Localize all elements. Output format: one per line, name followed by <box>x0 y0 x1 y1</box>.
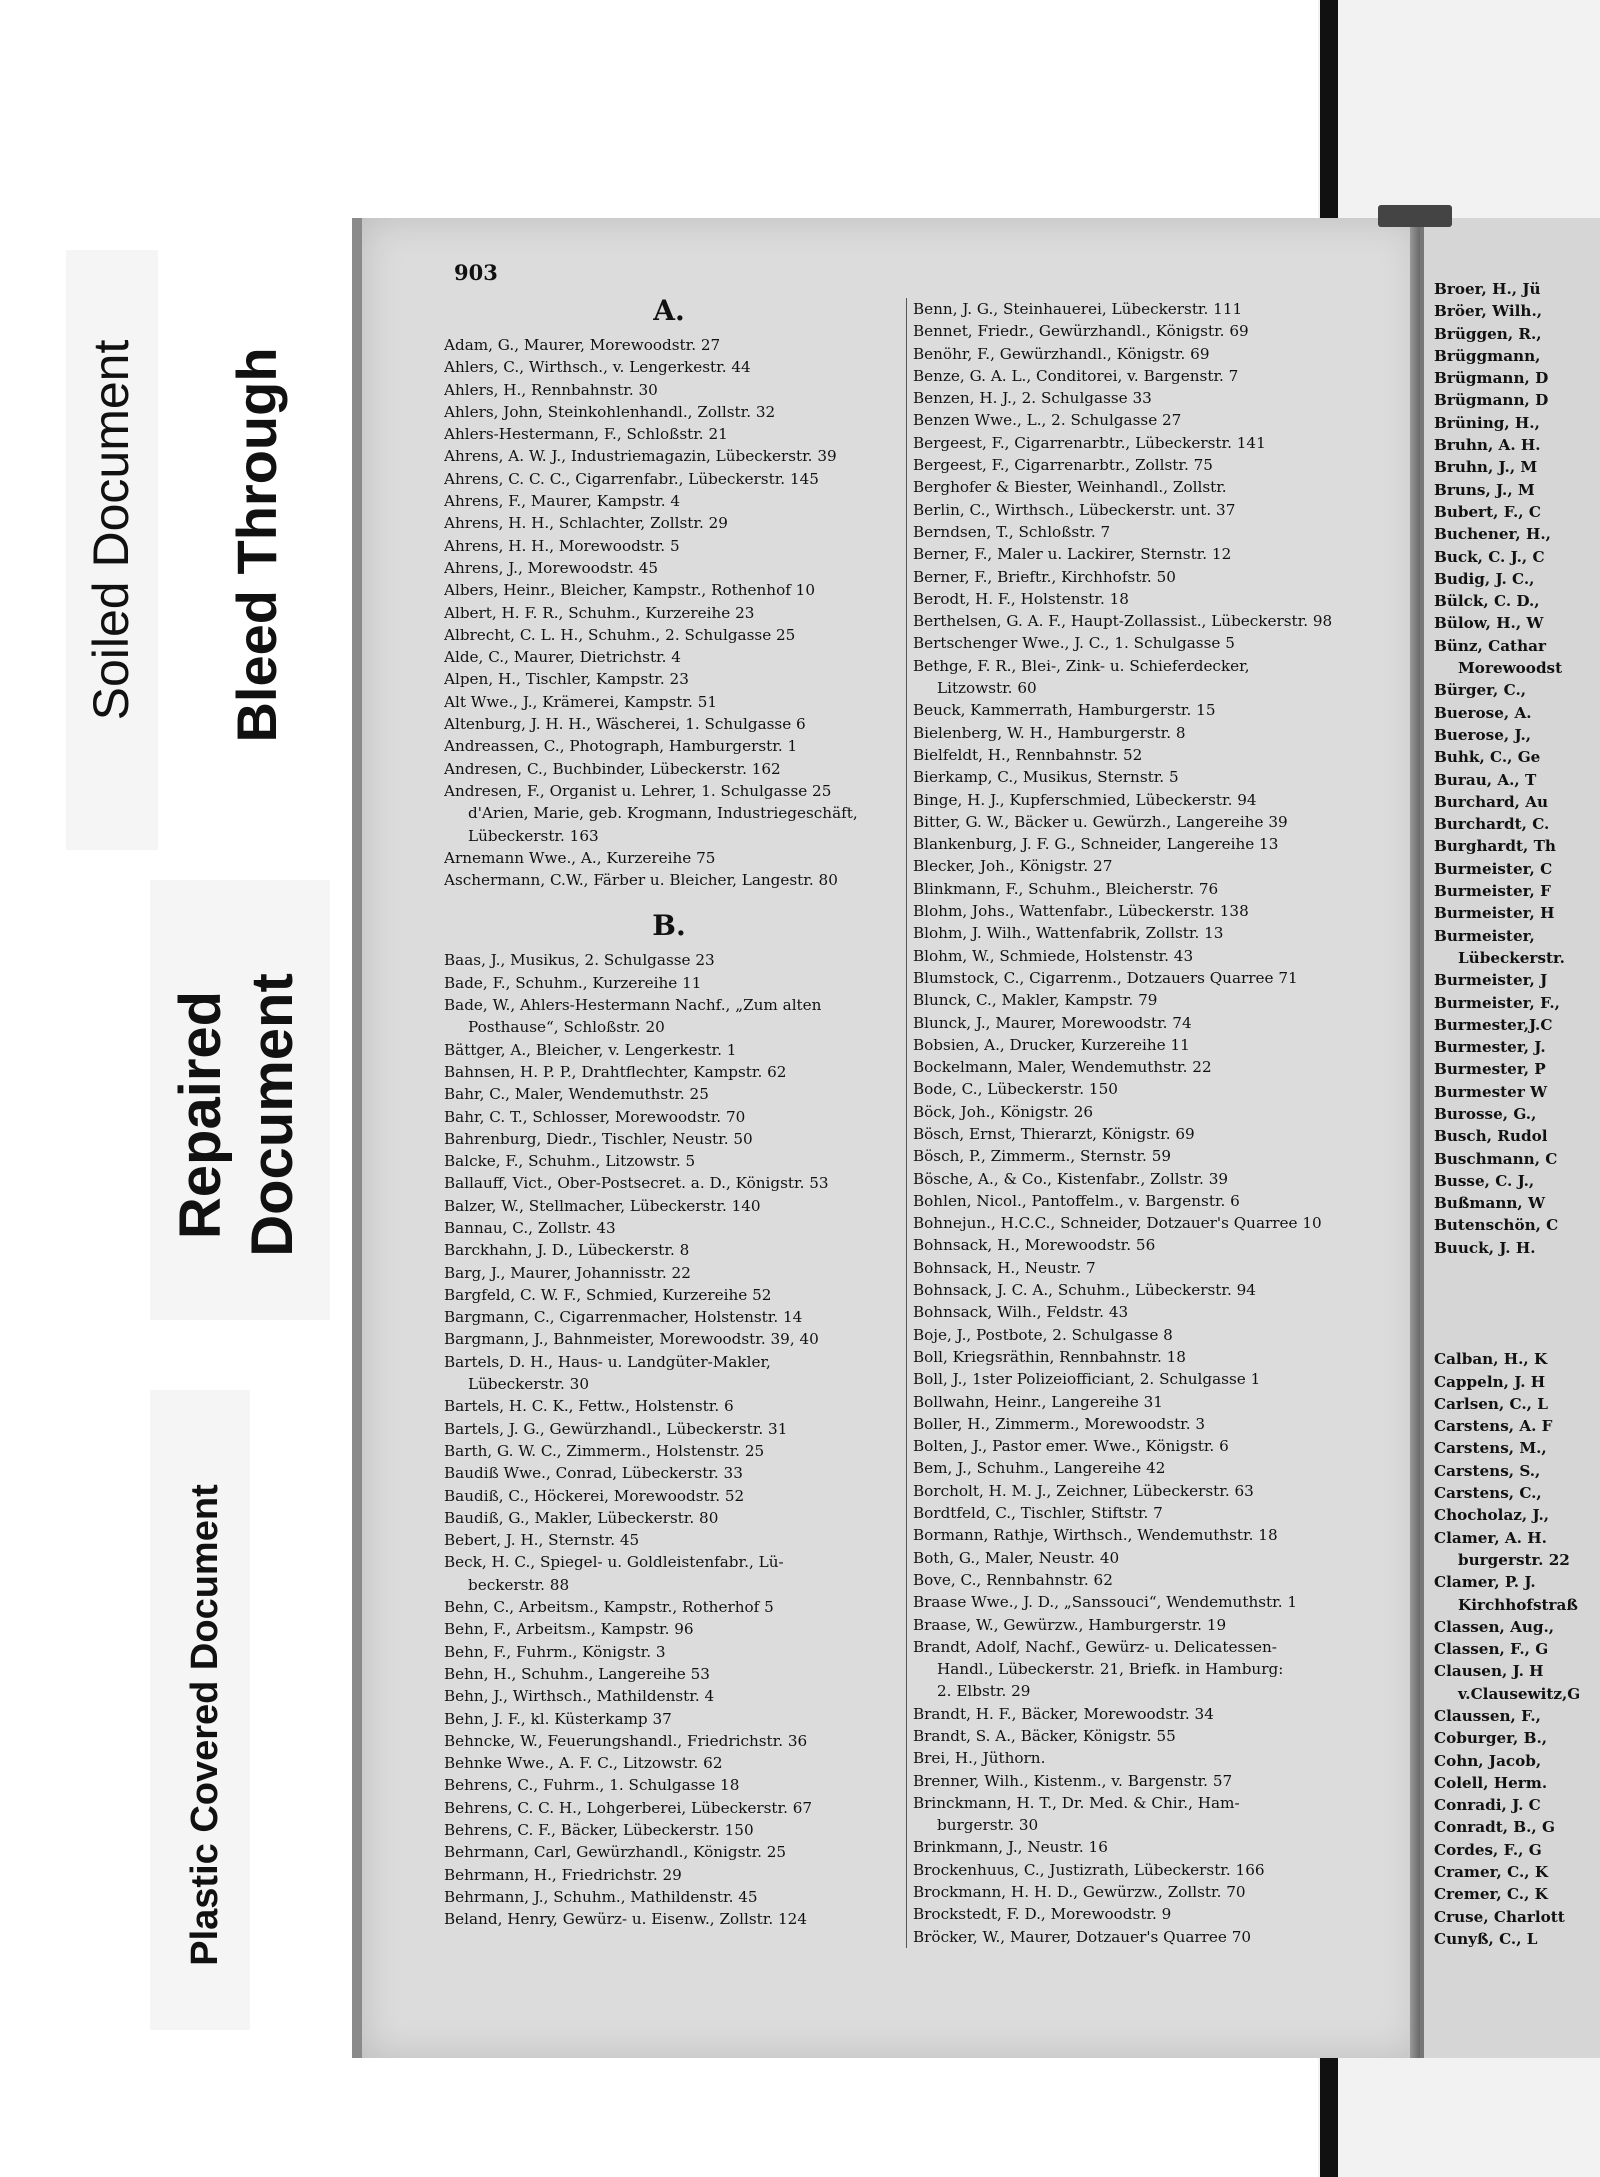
directory-entry: Benn, J. G., Steinhauerei, Lübeckerstr. 111 <box>913 300 1243 318</box>
directory-entry: Burghardt, Th <box>1434 837 1556 856</box>
directory-entry: Broer, H., Jü <box>1434 280 1541 298</box>
directory-entry: Burmeister, F., <box>1434 993 1560 1012</box>
directory-entry: Burmeister, <box>1434 926 1535 945</box>
directory-entry: Bartels, H. C. K., Fettw., Holstenstr. 6 <box>444 1397 734 1416</box>
directory-entry: Classen, Aug., <box>1434 1617 1555 1636</box>
column-right <box>1434 278 1600 1950</box>
section-heading-b: B. <box>652 909 686 943</box>
directory-entry: Bargmann, C., Cigarrenmacher, Holstenstr. 14 <box>444 1308 803 1327</box>
column-left <box>444 288 894 1930</box>
directory-entry: Bruhn, J., M <box>1434 458 1538 477</box>
directory-entry: Conradt, B., G <box>1434 1818 1555 1837</box>
directory-entry: Bösch, P., Zimmerm., Sternstr. 59 <box>913 1147 1172 1166</box>
directory-entry: Burmeister, F <box>1434 882 1551 901</box>
directory-entry: v.Clausewitz,G <box>1458 1684 1581 1703</box>
directory-entry: Buerose, J., <box>1434 725 1532 744</box>
directory-entry: Ahrens, C. C. C., Cigarrenfabr., Lübeckerstr. 145 <box>444 469 819 488</box>
directory-entry: Bülow, H., W <box>1434 614 1544 633</box>
directory-entry: Conradi, J. C <box>1434 1796 1541 1815</box>
directory-entry: Bergeest, F., Cigarrenarbtr., Zollstr. 75 <box>913 456 1213 475</box>
directory-entry: Claussen, F., <box>1434 1707 1541 1725</box>
directory-entry: Alt Wwe., J., Krämerei, Kampstr. 51 <box>444 692 718 711</box>
directory-entry: Brockenhuus, C., Justizrath, Lübeckerstr. 166 <box>913 1860 1265 1879</box>
directory-entry: Aschermann, C.W., Färber u. Bleicher, Langestr. 80 <box>444 871 838 890</box>
directory-entry: Carlsen, C., L <box>1434 1394 1548 1413</box>
directory-entry: Bove, C., Rennbahnstr. 62 <box>913 1570 1113 1589</box>
directory-entry: Beland, Henry, Gewürz- u. Eisenw., Zollstr. 124 <box>444 1910 807 1929</box>
directory-entry: Burau, A., T <box>1434 770 1537 789</box>
directory-entry: Bielfeldt, H., Rennbahnstr. 52 <box>913 745 1143 764</box>
directory-entry: Bußmann, W <box>1434 1194 1546 1213</box>
directory-entry: Bethge, F. R., Blei-, Zink- u. Schieferdecker, <box>913 656 1250 675</box>
directory-entry: Brügmann, D <box>1434 391 1549 410</box>
directory-entry: Ahrens, F., Maurer, Kampstr. 4 <box>444 492 681 511</box>
directory-entry: Buchener, H., <box>1434 525 1551 544</box>
directory-entry: Ahlers, H., Rennbahnstr. 30 <box>444 380 658 399</box>
directory-entry: Ahrens, J., Morewoodstr. 45 <box>444 558 659 577</box>
page-number: 903 <box>454 260 498 285</box>
scanner-strip <box>1320 0 1338 240</box>
directory-entry: Clamer, P. J. <box>1434 1573 1536 1592</box>
directory-entry: Bülck, C. D., <box>1434 592 1540 611</box>
directory-entry: Handl., Lübeckerstr. 21, Briefk. in Hamburg: <box>937 1660 1284 1679</box>
directory-entry: Bahr, C. T., Schlosser, Morewoodstr. 70 <box>444 1107 746 1126</box>
directory-entry: Behncke, W., Feuerungshandl., Friedrichstr. 36 <box>444 1731 808 1750</box>
directory-entry: Berodt, H. F., Holstenstr. 18 <box>913 589 1129 608</box>
directory-entry: Buck, C. J., C <box>1434 547 1545 566</box>
directory-entry: Burmeister, H <box>1434 904 1555 923</box>
directory-entry <box>1434 1281 1600 1303</box>
directory-entry: Blohm, J. Wilh., Wattenfabrik, Zollstr. 13 <box>913 924 1224 943</box>
directory-entry: Bahrenburg, Diedr., Tischler, Neustr. 50 <box>444 1129 753 1148</box>
directory-entry: Carstens, S., <box>1434 1461 1541 1480</box>
directory-entry: Braase Wwe., J. D., „Sanssouci“, Wendemuthstr. 1 <box>913 1593 1298 1612</box>
directory-entry: Bohlen, Nicol., Pantoffelm., v. Bargenstr. 6 <box>913 1191 1240 1210</box>
directory-entry: Bielenberg, W. H., Hamburgerstr. 8 <box>913 723 1186 742</box>
directory-entry: Boll, J., 1ster Polizeiofficiant, 2. Schulgasse 1 <box>913 1370 1261 1389</box>
directory-entry: Bennet, Friedr., Gewürzhandl., Königstr. 69 <box>913 322 1249 341</box>
repaired-document-text: Repaired Document <box>168 973 305 1257</box>
directory-entry: Ahrens, A. W. J., Industriemagazin, Lübeckerstr. 39 <box>444 447 837 466</box>
directory-entry: Brinckmann, H. T., Dr. Med. & Chir., Ham- <box>913 1793 1240 1812</box>
directory-entry: Baudiß, G., Makler, Lübeckerstr. 80 <box>444 1508 719 1527</box>
directory-entry: Bruhn, A. H. <box>1434 436 1541 455</box>
directory-entry: Barth, G. W. C., Zimmerm., Holstenstr. 25 <box>444 1441 765 1460</box>
directory-entry: Behn, J. F., kl. Küsterkamp 37 <box>444 1709 672 1728</box>
directory-entry: Bockelmann, Maler, Wendemuthstr. 22 <box>913 1058 1212 1077</box>
directory-entry: Albers, Heinr., Bleicher, Kampstr., Rothenhof 10 <box>444 581 815 600</box>
directory-entry: Bürger, C., <box>1434 681 1527 700</box>
directory-entry: Bahr, C., Maler, Wendemuthstr. 25 <box>444 1085 709 1104</box>
directory-entry: Bubert, F., C <box>1434 502 1541 521</box>
directory-entry: Behn, F., Fuhrm., Königstr. 3 <box>444 1642 666 1661</box>
directory-entry: Burmester, J. <box>1434 1038 1546 1057</box>
directory-entry: Bade, F., Schuhm., Kurzereihe 11 <box>444 973 702 992</box>
directory-entry: Berndsen, T., Schloßstr. 7 <box>913 522 1111 541</box>
directory-entry: Behn, C., Arbeitsm., Kampstr., Rotherhof 5 <box>444 1598 774 1617</box>
directory-entry: Butenschön, C <box>1434 1216 1559 1235</box>
directory-entry: Behn, F., Arbeitsm., Kampstr. 96 <box>444 1620 694 1639</box>
directory-entry: Bösche, A., & Co., Kistenfabr., Zollstr. 39 <box>913 1169 1229 1188</box>
directory-entry: Benze, G. A. L., Conditorei, v. Bargenstr. 7 <box>913 366 1239 385</box>
directory-entry: Burmester,J.C <box>1434 1015 1553 1034</box>
directory-entry: Brockmann, H. H. D., Gewürzw., Zollstr. 70 <box>913 1883 1246 1902</box>
directory-entry: Clamer, A. H. <box>1434 1528 1547 1547</box>
directory-entry <box>1434 1326 1600 1348</box>
directory-entry: Clausen, J. H <box>1434 1662 1544 1681</box>
directory-entry: 2. Elbstr. 29 <box>937 1682 1031 1701</box>
directory-entry: Bohnsack, H., Neustr. 7 <box>913 1258 1096 1277</box>
directory-page <box>352 218 1420 2058</box>
directory-entry: Bordtfeld, C., Tischler, Stiftstr. 7 <box>913 1504 1163 1523</box>
directory-entry: Benzen, H. J., 2. Schulgasse 33 <box>913 389 1152 408</box>
directory-entry: Bobsien, A., Drucker, Kurzereihe 11 <box>913 1035 1190 1054</box>
directory-entry: Balcke, F., Schuhm., Litzowstr. 5 <box>444 1152 696 1171</box>
directory-entry: Behrens, C. F., Bäcker, Lübeckerstr. 150 <box>444 1821 754 1839</box>
directory-entry: Bohnsack, Wilh., Feldstr. 43 <box>913 1303 1129 1322</box>
directory-entry: Bröer, Wilh., <box>1434 302 1543 321</box>
directory-entry: Berner, F., Maler u. Lackirer, Sternstr. 12 <box>913 545 1232 564</box>
directory-entry: Cappeln, J. H <box>1434 1372 1546 1391</box>
directory-entry: Kirchhofstraß <box>1458 1595 1578 1614</box>
directory-entry: Brandt, S. A., Bäcker, Königstr. 55 <box>913 1727 1176 1745</box>
directory-entry: Altenburg, J. H. H., Wäscherei, 1. Schulgasse 6 <box>444 715 806 734</box>
directory-entry: Brüggmann, <box>1434 346 1541 365</box>
plastic-covered-label: Plastic Covered Document <box>184 1484 226 1966</box>
directory-entry: Ahlers-Hestermann, F., Schloßstr. 21 <box>444 425 728 444</box>
directory-entry: Bebert, J. H., Sternstr. 45 <box>444 1531 640 1550</box>
directory-entry: Budig, J. C., <box>1434 569 1535 588</box>
directory-entry: Balzer, W., Stellmacher, Lübeckerstr. 140 <box>444 1196 761 1215</box>
directory-entry <box>1434 1304 1600 1326</box>
directory-entry: Behrmann, J., Schuhm., Mathildenstr. 45 <box>444 1887 758 1906</box>
directory-entry: Bannau, C., Zollstr. 43 <box>444 1218 616 1237</box>
directory-entry: Bahnsen, H. P. P., Drahtflechter, Kampstr. 62 <box>444 1062 787 1081</box>
directory-entry: Bollwahn, Heinr., Langereihe 31 <box>913 1392 1163 1411</box>
directory-entry: Brandt, Adolf, Nachf., Gewürz- u. Delicatessen- <box>913 1637 1277 1656</box>
directory-entry: Bormann, Rathje, Wirthsch., Wendemuthstr. 18 <box>913 1526 1278 1545</box>
directory-entry: Posthause“, Schloßstr. 20 <box>468 1018 665 1037</box>
directory-entry: Brei, H., Jüthorn. <box>913 1749 1046 1768</box>
section-heading-a: A. <box>653 294 685 327</box>
directory-entry: Arnemann Wwe., A., Kurzereihe 75 <box>444 848 716 867</box>
directory-entry: Brinkmann, J., Neustr. 16 <box>913 1838 1108 1857</box>
directory-entry: burgerstr. 22 <box>1458 1550 1570 1569</box>
directory-entry: Bargfeld, C. W. F., Schmied, Kurzereihe 52 <box>444 1285 772 1304</box>
directory-entry: Blecker, Joh., Königstr. 27 <box>913 857 1113 876</box>
directory-entry: Buschmann, C <box>1434 1149 1558 1168</box>
directory-entry: Behrens, C., Fuhrm., 1. Schulgasse 18 <box>444 1776 740 1795</box>
directory-entry: Ahrens, H. H., Schlachter, Zollstr. 29 <box>444 514 728 533</box>
directory-entry: Lübeckerstr. <box>1458 948 1565 967</box>
directory-entry: Berghofer & Biester, Weinhandl., Zollstr. <box>913 478 1227 497</box>
directory-entry: Bösch, Ernst, Thierarzt, Königstr. 69 <box>913 1124 1195 1143</box>
directory-entry: Bertschenger Wwe., J. C., 1. Schulgasse 5 <box>913 634 1235 653</box>
directory-entry: Blinkmann, F., Schuhm., Bleicherstr. 76 <box>913 879 1219 898</box>
directory-entry: Beck, H. C., Spiegel- u. Goldleistenfabr., Lü- <box>444 1553 784 1572</box>
directory-entry: Blunck, J., Maurer, Morewoodstr. 74 <box>913 1013 1192 1032</box>
directory-entry: Beuck, Kammerrath, Hamburgerstr. 15 <box>913 701 1216 720</box>
directory-entry: Braase, W., Gewürzw., Hamburgerstr. 19 <box>913 1615 1227 1634</box>
directory-entry: Boll, Kriegsräthin, Rennbahnstr. 18 <box>913 1347 1186 1366</box>
directory-entry: Boller, H., Zimmerm., Morewoodstr. 3 <box>913 1414 1206 1433</box>
directory-entry: Burchardt, C. <box>1434 815 1550 834</box>
directory-entry: Busse, C. J., <box>1434 1171 1535 1190</box>
directory-entry: Lübeckerstr. 163 <box>468 826 599 845</box>
directory-entry: Berlin, C., Wirthsch., Lübeckerstr. unt. 37 <box>913 500 1236 519</box>
directory-entry: Cunyß, C., L <box>1434 1929 1538 1948</box>
directory-entry: d'Arien, Marie, geb. Krogmann, Industriegeschäft, <box>468 804 858 823</box>
directory-entry: beckerstr. 88 <box>468 1575 570 1594</box>
directory-entry: Bättger, A., Bleicher, v. Lengerkestr. 1 <box>444 1040 737 1059</box>
directory-entry: Ahlers, C., Wirthsch., v. Lengerkestr. 44 <box>444 358 751 377</box>
directory-entry: Burchard, Au <box>1434 792 1549 811</box>
directory-entry: Andreassen, C., Photograph, Hamburgerstr. 1 <box>444 737 798 756</box>
directory-entry: Blohm, Johs., Wattenfabr., Lübeckerstr. 138 <box>913 902 1249 921</box>
directory-entry: Ballauff, Vict., Ober-Postsecret. a. D., Königstr. 53 <box>444 1174 829 1193</box>
directory-entry: Burmeister, J <box>1434 971 1548 990</box>
directory-entry: Baudiß Wwe., Conrad, Lübeckerstr. 33 <box>444 1464 743 1483</box>
directory-entry: Albert, H. F. R., Schuhm., Kurzereihe 23 <box>444 603 755 622</box>
directory-entry: Carstens, C., <box>1434 1484 1542 1503</box>
directory-entry <box>1434 1259 1600 1281</box>
directory-entry: Benzen Wwe., L., 2. Schulgasse 27 <box>913 411 1182 430</box>
directory-entry: Blankenburg, J. F. G., Schneider, Langereihe 13 <box>913 835 1279 854</box>
directory-entry: Colell, Herm. <box>1434 1773 1548 1792</box>
directory-entry: burgerstr. 30 <box>937 1816 1039 1835</box>
directory-entry: Behrmann, H., Friedrichstr. 29 <box>444 1865 682 1884</box>
directory-entry: Brüning, H., <box>1434 413 1540 432</box>
directory-entry: Brandt, H. F., Bäcker, Morewoodstr. 34 <box>913 1704 1214 1723</box>
directory-entry: Ahrens, H. H., Morewoodstr. 5 <box>444 536 680 555</box>
directory-entry: Bode, C., Lübeckerstr. 150 <box>913 1080 1118 1099</box>
directory-entry: Burmeister, C <box>1434 859 1553 878</box>
directory-entry: Adam, G., Maurer, Morewoodstr. 27 <box>444 336 721 354</box>
directory-entry: Busch, Rudol <box>1434 1127 1548 1146</box>
directory-entry: Behrmann, Carl, Gewürzhandl., Königstr. 25 <box>444 1843 787 1862</box>
column-middle <box>906 298 1406 1948</box>
directory-entry: Andresen, F., Organist u. Lehrer, 1. Schulgasse 25 <box>444 781 832 800</box>
directory-entry: Benöhr, F., Gewürzhandl., Königstr. 69 <box>913 344 1210 363</box>
entry-list-b <box>444 949 894 1930</box>
directory-entry: Baudiß, C., Höckerei, Morewoodstr. 52 <box>444 1486 745 1505</box>
directory-entry: Chocholaz, J., <box>1434 1506 1550 1525</box>
directory-entry: Bolten, J., Pastor emer. Wwe., Königstr. 6 <box>913 1437 1229 1456</box>
directory-entry: Alpen, H., Tischler, Kampstr. 23 <box>444 670 689 689</box>
directory-entry: Cramer, C., K <box>1434 1863 1549 1882</box>
directory-entry: Behrens, C. C. H., Lohgerberei, Lübeckerstr. 67 <box>444 1798 813 1817</box>
directory-entry: Behn, J., Wirthsch., Mathildenstr. 4 <box>444 1687 715 1706</box>
directory-entry: Cohn, Jacob, <box>1434 1751 1542 1770</box>
directory-entry: Böck, Joh., Königstr. 26 <box>913 1102 1094 1121</box>
directory-entry: Alde, C., Maurer, Dietrichstr. 4 <box>444 648 681 667</box>
directory-entry: Buuck, J. H. <box>1434 1238 1536 1257</box>
directory-entry: Calban, H., K <box>1434 1350 1548 1369</box>
entry-list-a <box>444 334 894 891</box>
directory-entry: Boje, J., Postbote, 2. Schulgasse 8 <box>913 1325 1173 1344</box>
directory-entry: Blumstock, C., Cigarrenm., Dotzauers Quarree 71 <box>913 968 1298 987</box>
directory-entry: Bade, W., Ahlers-Hestermann Nachf., „Zum alten <box>444 996 822 1015</box>
directory-entry: Bruns, J., M <box>1434 480 1535 499</box>
directory-entry: Morewoodst <box>1458 659 1563 678</box>
directory-entry: Behnke Wwe., A. F. C., Litzowstr. 62 <box>444 1754 723 1773</box>
binding-clip <box>1378 205 1452 227</box>
entry-list-right <box>1434 278 1600 1950</box>
directory-entry: Bohnejun., H.C.C., Schneider, Dotzauer's Quarree 10 <box>913 1214 1322 1233</box>
directory-entry: Bünz, Cathar <box>1434 636 1546 655</box>
directory-entry: Burosse, G., <box>1434 1104 1537 1123</box>
directory-entry: Carstens, M., <box>1434 1439 1547 1458</box>
directory-entry: Cruse, Charlott <box>1434 1907 1565 1926</box>
directory-entry: Bröcker, W., Maurer, Dotzauer's Quarree 70 <box>913 1927 1252 1946</box>
directory-entry: Bohnsack, H., Morewoodstr. 56 <box>913 1236 1156 1255</box>
directory-entry: Carstens, A. F <box>1434 1417 1553 1436</box>
directory-entry: Classen, F., G <box>1434 1640 1549 1659</box>
directory-entry: Buhk, C., Ge <box>1434 748 1541 767</box>
directory-entry: Andresen, C., Buchbinder, Lübeckerstr. 162 <box>444 759 781 778</box>
directory-entry: Litzowstr. 60 <box>937 679 1037 698</box>
directory-entry: Bargmann, J., Bahnmeister, Morewoodstr. 39, 40 <box>444 1330 819 1349</box>
directory-entry: Bem, J., Schuhm., Langereihe 42 <box>913 1459 1166 1478</box>
repaired-document-label <box>165 905 315 1325</box>
directory-entry: Brockstedt, F. D., Morewoodstr. 9 <box>913 1905 1172 1924</box>
directory-entry: Cremer, C., K <box>1434 1885 1548 1904</box>
directory-entry: Bartels, J. G., Gewürzhandl., Lübeckerstr. 31 <box>444 1419 788 1438</box>
directory-entry: Ahlers, John, Steinkohlenhandl., Zollstr. 32 <box>444 402 776 421</box>
directory-entry: Brenner, Wilh., Kistenm., v. Bargenstr. 57 <box>913 1771 1233 1790</box>
directory-entry: Brüggen, R., <box>1434 324 1542 343</box>
entry-list-middle <box>913 298 1406 1948</box>
directory-entry: Berner, F., Brieftr., Kirchhofstr. 50 <box>913 567 1176 586</box>
directory-entry: Bierkamp, C., Musikus, Sternstr. 5 <box>913 768 1179 787</box>
directory-entry: Bergeest, F., Cigarrenarbtr., Lübeckerstr. 141 <box>913 433 1266 452</box>
directory-entry: Baas, J., Musikus, 2. Schulgasse 23 <box>444 951 715 970</box>
directory-entry: Cordes, F., G <box>1434 1840 1542 1859</box>
directory-entry: Brügmann, D <box>1434 369 1549 388</box>
directory-entry: Coburger, B., <box>1434 1729 1548 1748</box>
directory-entry: Blohm, W., Schmiede, Holstenstr. 43 <box>913 946 1194 965</box>
directory-entry: Burmester W <box>1434 1082 1548 1101</box>
directory-entry: Buerose, A. <box>1434 703 1532 722</box>
directory-entry: Albrecht, C. L. H., Schuhm., 2. Schulgasse 25 <box>444 625 796 644</box>
directory-entry: Barckhahn, J. D., Lübeckerstr. 8 <box>444 1241 690 1260</box>
soiled-document-label: Soiled Document <box>83 339 139 721</box>
directory-entry: Lübeckerstr. 30 <box>468 1375 590 1394</box>
bleed-through-label: Bleed Through <box>225 347 288 743</box>
directory-entry: Behn, H., Schuhm., Langereihe 53 <box>444 1664 710 1683</box>
directory-entry: Berthelsen, G. A. F., Haupt-Zollassist., Lübeckerstr. 98 <box>913 612 1333 631</box>
directory-entry: Borcholt, H. M. J., Zeichner, Lübeckerstr. 63 <box>913 1481 1254 1500</box>
directory-entry: Bitter, G. W., Bäcker u. Gewürzh., Langereihe 39 <box>913 812 1288 831</box>
directory-entry: Binge, H. J., Kupferschmied, Lübeckerstr. 94 <box>913 790 1257 809</box>
directory-entry: Bohnsack, J. C. A., Schuhm., Lübeckerstr. 94 <box>913 1281 1256 1300</box>
directory-entry: Burmester, P <box>1434 1060 1546 1079</box>
directory-entry: Bartels, D. H., Haus- u. Landgüter-Makler, <box>444 1352 771 1371</box>
directory-entry: Both, G., Maler, Neustr. 40 <box>913 1548 1120 1567</box>
directory-entry: Barg, J., Maurer, Johannisstr. 22 <box>444 1263 691 1282</box>
facing-page <box>1420 218 1600 2058</box>
directory-entry: Blunck, C., Makler, Kampstr. 79 <box>913 991 1158 1010</box>
